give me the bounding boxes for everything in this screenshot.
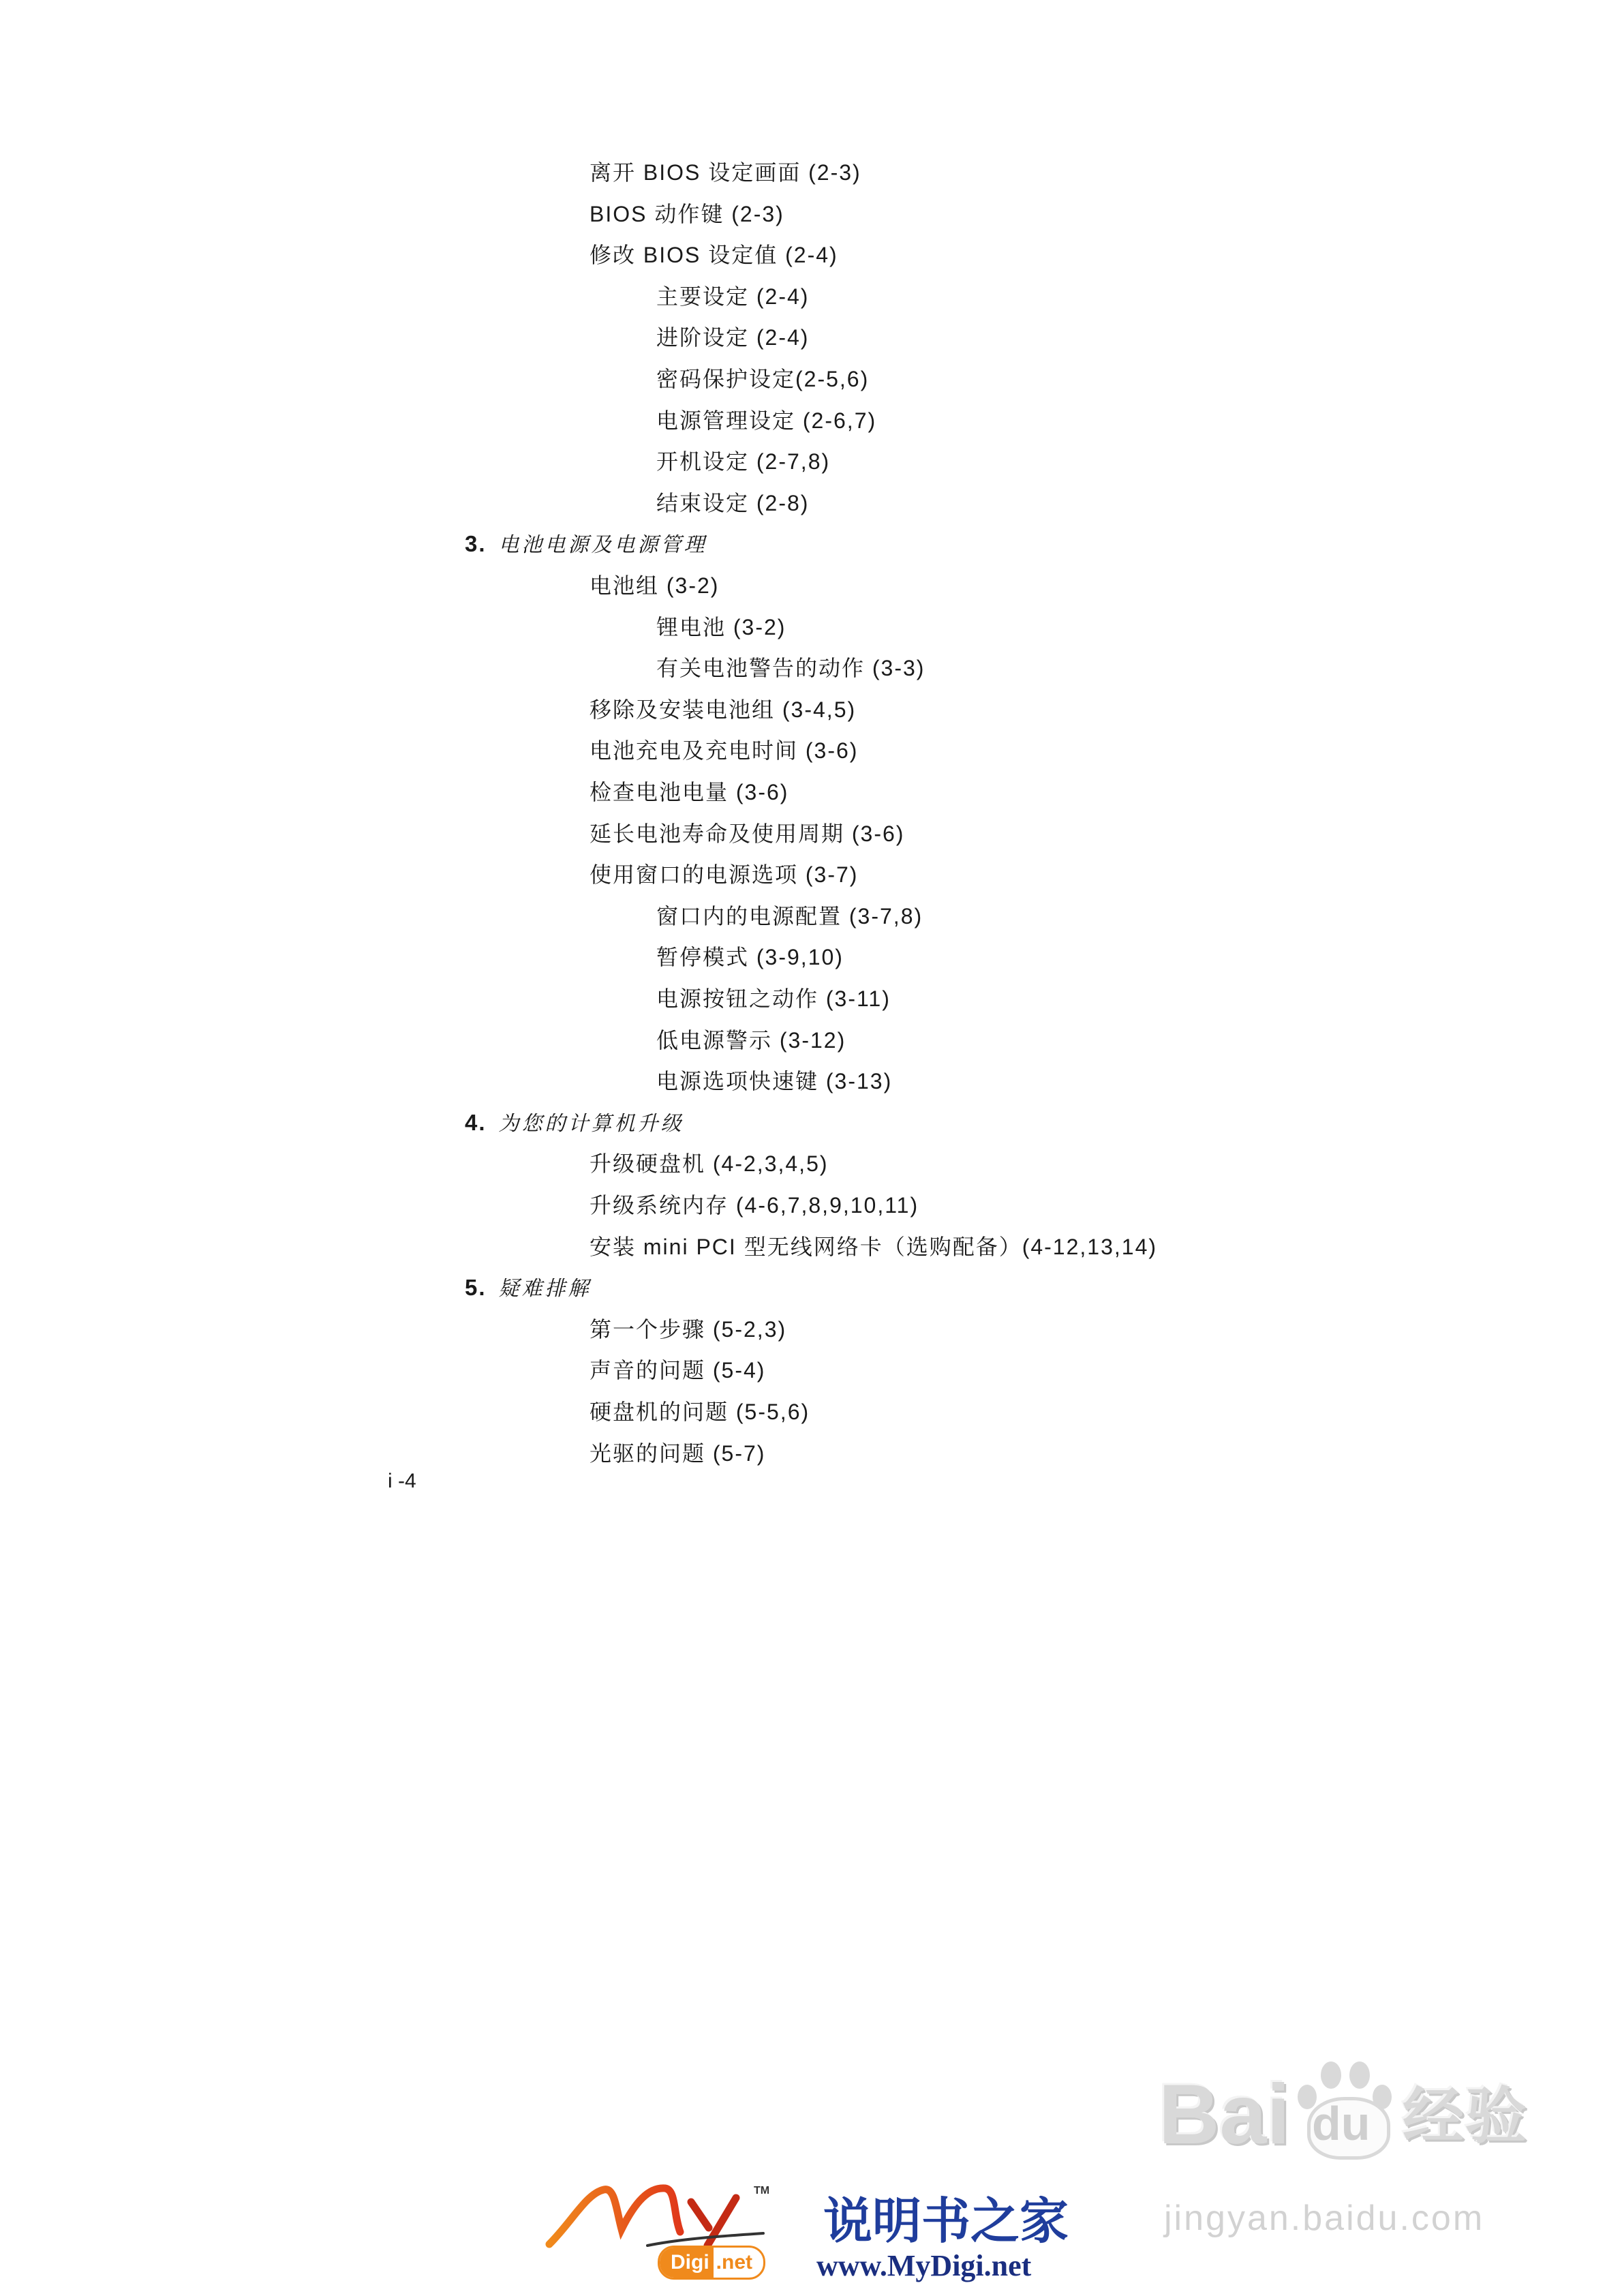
toc-section-entry: 光驱的问题 (5-7) (590, 1440, 766, 1466)
site-name-chinese: 说明书之家 (823, 2192, 1069, 2250)
page-number: i -4 (388, 1470, 416, 1492)
toc-section-entry: 离开 BIOS 设定画面 (2-3) (590, 160, 861, 185)
toc-section-entry: 检查电池电量 (3-6) (590, 780, 789, 804)
toc-section-entry: 硬盘机的问题 (5-5,6) (590, 1400, 810, 1424)
watermark-jingyan-text: 经验 (1403, 2081, 1528, 2152)
toc-subsection-entry: 电源选项快速键 (3-13) (656, 1069, 893, 1094)
toc-subsection-entry: 主要设定 (2-4) (656, 284, 810, 309)
toc-section-entry: 延长电池寿命及使用周期 (3-6) (590, 821, 905, 846)
digi-net-badge (658, 2246, 765, 2280)
toc-subsection-entry: 低电源警示 (3-12) (656, 1027, 846, 1053)
toc-subsection-entry: 电源管理设定 (2-6,7) (656, 408, 877, 433)
toc-section-entry: 安装 mini PCI 型无线网络卡（选购配备）(4-12,13,14) (590, 1234, 1158, 1259)
toc-chapter-heading (465, 530, 707, 558)
chapter-number: 3. (465, 531, 487, 557)
toc-section-entry: 声音的问题 (5-4) (590, 1358, 766, 1383)
toc-subsection-entry: 锂电池 (3-2) (656, 614, 786, 639)
toc-chapter-heading (465, 1274, 592, 1301)
trademark-mark: TM (754, 2185, 770, 2196)
watermark-url: jingyan.baidu.com (1164, 2199, 1485, 2238)
chapter-number: 5. (465, 1275, 487, 1301)
toc-subsection-entry: 电源按钮之动作 (3-11) (656, 986, 891, 1011)
toc-section-entry: 升级硬盘机 (4-2,3,4,5) (590, 1151, 829, 1177)
toc-subsection-entry: 密码保护设定(2-5,6) (656, 367, 870, 391)
chapter-title: 疑难排解 (498, 1277, 592, 1301)
chapter-title: 为您的计算机升级 (498, 1111, 684, 1136)
toc-subsection-entry: 有关电池警告的动作 (3-3) (656, 656, 925, 681)
toc-section-entry: 升级系统内存 (4-6,7,8,9,10,11) (590, 1193, 919, 1218)
toc-subsection-entry: 开机设定 (2-7,8) (656, 449, 831, 474)
toc-subsection-entry: 暂停模式 (3-9,10) (656, 945, 844, 970)
toc-section-entry: 修改 BIOS 设定值 (2-4) (590, 243, 838, 268)
net-text: .net (716, 2251, 753, 2274)
chapter-title: 电池电源及电源管理 (498, 533, 707, 558)
toc-section-entry: 电池充电及充电时间 (3-6) (590, 738, 859, 764)
toc-section-entry: BIOS 动作键 (2-3) (590, 201, 784, 226)
mydigi-swoosh-logo (545, 2179, 777, 2250)
toc-subsection-entry: 进阶设定 (2-4) (656, 325, 810, 350)
toc-chapter-heading (465, 1109, 684, 1136)
site-url: www.MyDigi.net (816, 2249, 1032, 2282)
toc-subsection-entry: 窗口内的电源配置 (3-7,8) (656, 903, 923, 928)
toc-section-entry: 使用窗口的电源选项 (3-7) (590, 862, 859, 888)
toc-subsection-entry: 结束设定 (2-8) (656, 490, 810, 515)
watermark-du-text: du (1312, 2097, 1371, 2150)
toc-section-entry: 移除及安装电池组 (3-4,5) (590, 697, 857, 722)
digi-text: Digi (660, 2248, 714, 2278)
toc-section-entry: 第一个步骤 (5-2,3) (590, 1316, 787, 1342)
watermark-bai-text: Bai (1159, 2068, 1290, 2162)
chapter-number: 4. (465, 1109, 487, 1135)
toc-section-entry: 电池组 (3-2) (590, 573, 720, 598)
